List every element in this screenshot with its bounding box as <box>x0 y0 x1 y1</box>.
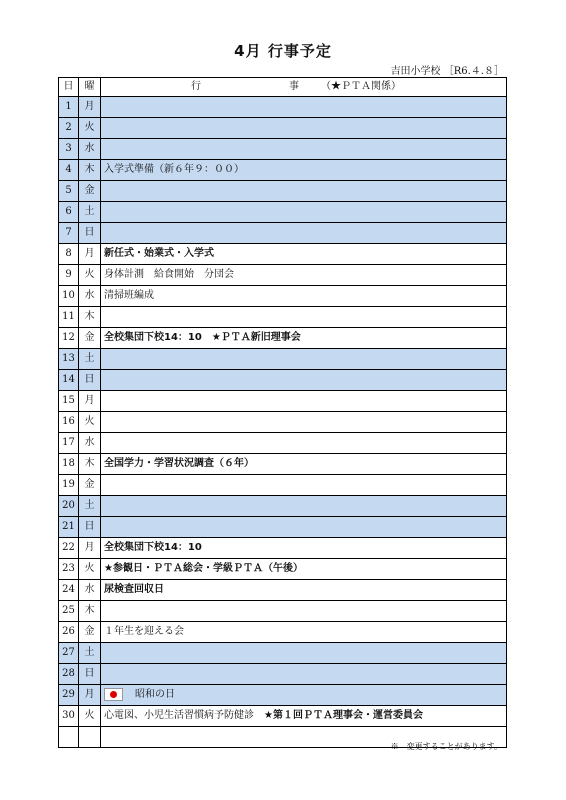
row-day: 18 <box>59 454 79 475</box>
row-day: 9 <box>59 265 79 286</box>
table-row <box>59 580 507 601</box>
row-event <box>101 181 507 202</box>
event-text: 全校集団下校14：10 ★ＰＴＡ新旧理事会 <box>104 332 301 343</box>
page-title: 4月 行事予定 <box>234 42 332 60</box>
table-row <box>59 223 507 244</box>
row-day: 15 <box>59 391 79 412</box>
row-day: 10 <box>59 286 79 307</box>
table-row <box>59 118 507 139</box>
header-event <box>101 78 507 97</box>
row-day: 30 <box>59 706 79 727</box>
row-weekday: 火 <box>79 559 101 580</box>
table-row <box>59 643 507 664</box>
row-weekday: 火 <box>79 706 101 727</box>
row-day: 13 <box>59 349 79 370</box>
row-event <box>101 601 507 622</box>
table-row <box>59 454 507 475</box>
row-weekday: 日 <box>79 664 101 685</box>
table-row <box>59 139 507 160</box>
row-weekday: 土 <box>79 496 101 517</box>
event-text: １年生を迎える会 <box>104 626 184 637</box>
row-day: 11 <box>59 307 79 328</box>
row-event <box>101 223 507 244</box>
row-event <box>101 496 507 517</box>
school-name-date: 吉田小学校 ［R6.４.８］ <box>390 66 504 77</box>
schedule-table <box>58 77 507 748</box>
table-row <box>59 475 507 496</box>
row-weekday: 金 <box>79 622 101 643</box>
row-weekday: 水 <box>79 580 101 601</box>
row-day: 16 <box>59 412 79 433</box>
row-event <box>101 202 507 223</box>
header-event-2: 事 <box>289 81 299 92</box>
row-weekday: 木 <box>79 454 101 475</box>
table-row <box>59 160 507 181</box>
event-text: 入学式準備（新６年９：００） <box>104 164 244 175</box>
row-weekday: 月 <box>79 685 101 706</box>
row-day: 1 <box>59 97 79 118</box>
event-text: 昭和の日 <box>135 689 175 700</box>
table-row <box>59 181 507 202</box>
row-weekday: 金 <box>79 181 101 202</box>
table-row <box>59 496 507 517</box>
row-event <box>101 706 507 727</box>
row-event <box>101 643 507 664</box>
table-row <box>59 97 507 118</box>
table-row <box>59 706 507 727</box>
row-weekday: 土 <box>79 202 101 223</box>
table-row <box>59 538 507 559</box>
row-weekday: 木 <box>79 160 101 181</box>
schedule-table-wrap <box>58 77 506 748</box>
event-text: ★参観日・ＰＴＡ総会・学級ＰＴＡ（午後） <box>104 563 303 574</box>
row-weekday: 日 <box>79 370 101 391</box>
row-event <box>101 412 507 433</box>
row-day: 4 <box>59 160 79 181</box>
table-row <box>59 286 507 307</box>
row-event <box>101 685 507 706</box>
row-event <box>101 244 507 265</box>
row-event <box>101 559 507 580</box>
table-row <box>59 433 507 454</box>
row-day: 22 <box>59 538 79 559</box>
row-day: 8 <box>59 244 79 265</box>
row-weekday: 木 <box>79 601 101 622</box>
row-event <box>101 622 507 643</box>
table-row <box>59 265 507 286</box>
table-row <box>59 685 507 706</box>
table-row <box>59 601 507 622</box>
event-text-pta: ★第１回ＰＴＡ理事会・運営委員会 <box>264 710 423 721</box>
event-text: 身体計測 給食開始 分団会 <box>104 269 234 280</box>
row-weekday: 火 <box>79 118 101 139</box>
row-weekday: 日 <box>79 517 101 538</box>
row-day: 20 <box>59 496 79 517</box>
table-row <box>59 307 507 328</box>
row-event <box>101 538 507 559</box>
row-event <box>101 160 507 181</box>
table-row <box>59 517 507 538</box>
row-weekday: 月 <box>79 391 101 412</box>
row-day: 3 <box>59 139 79 160</box>
table-header-row <box>59 78 507 97</box>
row-day: 2 <box>59 118 79 139</box>
row-event <box>101 580 507 601</box>
row-day: 26 <box>59 622 79 643</box>
row-weekday: 日 <box>79 223 101 244</box>
row-day: 28 <box>59 664 79 685</box>
row-event <box>101 433 507 454</box>
table-row <box>59 202 507 223</box>
row-weekday: 金 <box>79 475 101 496</box>
row-event <box>101 328 507 349</box>
table-row <box>59 622 507 643</box>
row-event <box>101 370 507 391</box>
schedule-body <box>59 97 507 748</box>
row-weekday: 土 <box>79 643 101 664</box>
row-day: 5 <box>59 181 79 202</box>
row-weekday: 火 <box>79 265 101 286</box>
table-row <box>59 391 507 412</box>
header-event-3: （★ＰＴＡ関係） <box>321 81 401 92</box>
row-event <box>101 391 507 412</box>
japan-flag-icon <box>104 688 123 701</box>
event-text: 全校集団下校14：10 <box>104 542 202 553</box>
header-day: 日 <box>59 78 79 97</box>
row-weekday: 火 <box>79 412 101 433</box>
row-weekday: 金 <box>79 328 101 349</box>
row-event <box>101 118 507 139</box>
row-event <box>101 454 507 475</box>
row-weekday: 水 <box>79 139 101 160</box>
table-row <box>59 559 507 580</box>
row-event <box>101 475 507 496</box>
row-event <box>101 664 507 685</box>
row-event <box>101 97 507 118</box>
row-event <box>101 265 507 286</box>
row-day: 24 <box>59 580 79 601</box>
table-row <box>59 664 507 685</box>
table-row <box>59 349 507 370</box>
event-text: 全国学力・学習状況調査（６年） <box>104 458 254 469</box>
row-day: 25 <box>59 601 79 622</box>
row-event <box>101 307 507 328</box>
header-event-1: 行 <box>191 81 201 92</box>
row-event <box>101 286 507 307</box>
row-day: 23 <box>59 559 79 580</box>
row-day: 27 <box>59 643 79 664</box>
row-weekday: 土 <box>79 349 101 370</box>
row-day <box>59 727 79 748</box>
table-row <box>59 412 507 433</box>
row-weekday: 月 <box>79 244 101 265</box>
header-dow: 曜 <box>79 78 101 97</box>
row-weekday: 月 <box>79 538 101 559</box>
event-text: 心電図、小児生活習慣病予防健診 <box>104 710 254 721</box>
row-day: 29 <box>59 685 79 706</box>
row-day: 19 <box>59 475 79 496</box>
row-event <box>101 349 507 370</box>
footnote: ※ 変更することがあります。 <box>390 742 502 751</box>
row-event <box>101 517 507 538</box>
row-weekday: 水 <box>79 286 101 307</box>
event-text: 新任式・始業式・入学式 <box>104 248 214 259</box>
table-row <box>59 328 507 349</box>
row-day: 17 <box>59 433 79 454</box>
row-day: 21 <box>59 517 79 538</box>
row-day: 14 <box>59 370 79 391</box>
event-text: 清掃班編成 <box>104 290 154 301</box>
row-day: 6 <box>59 202 79 223</box>
row-event <box>101 139 507 160</box>
row-day: 12 <box>59 328 79 349</box>
row-weekday <box>79 727 101 748</box>
row-weekday: 水 <box>79 433 101 454</box>
row-day: 7 <box>59 223 79 244</box>
row-weekday: 木 <box>79 307 101 328</box>
row-weekday: 月 <box>79 97 101 118</box>
table-row <box>59 244 507 265</box>
event-text: 尿検査回収日 <box>104 584 164 595</box>
table-row <box>59 370 507 391</box>
